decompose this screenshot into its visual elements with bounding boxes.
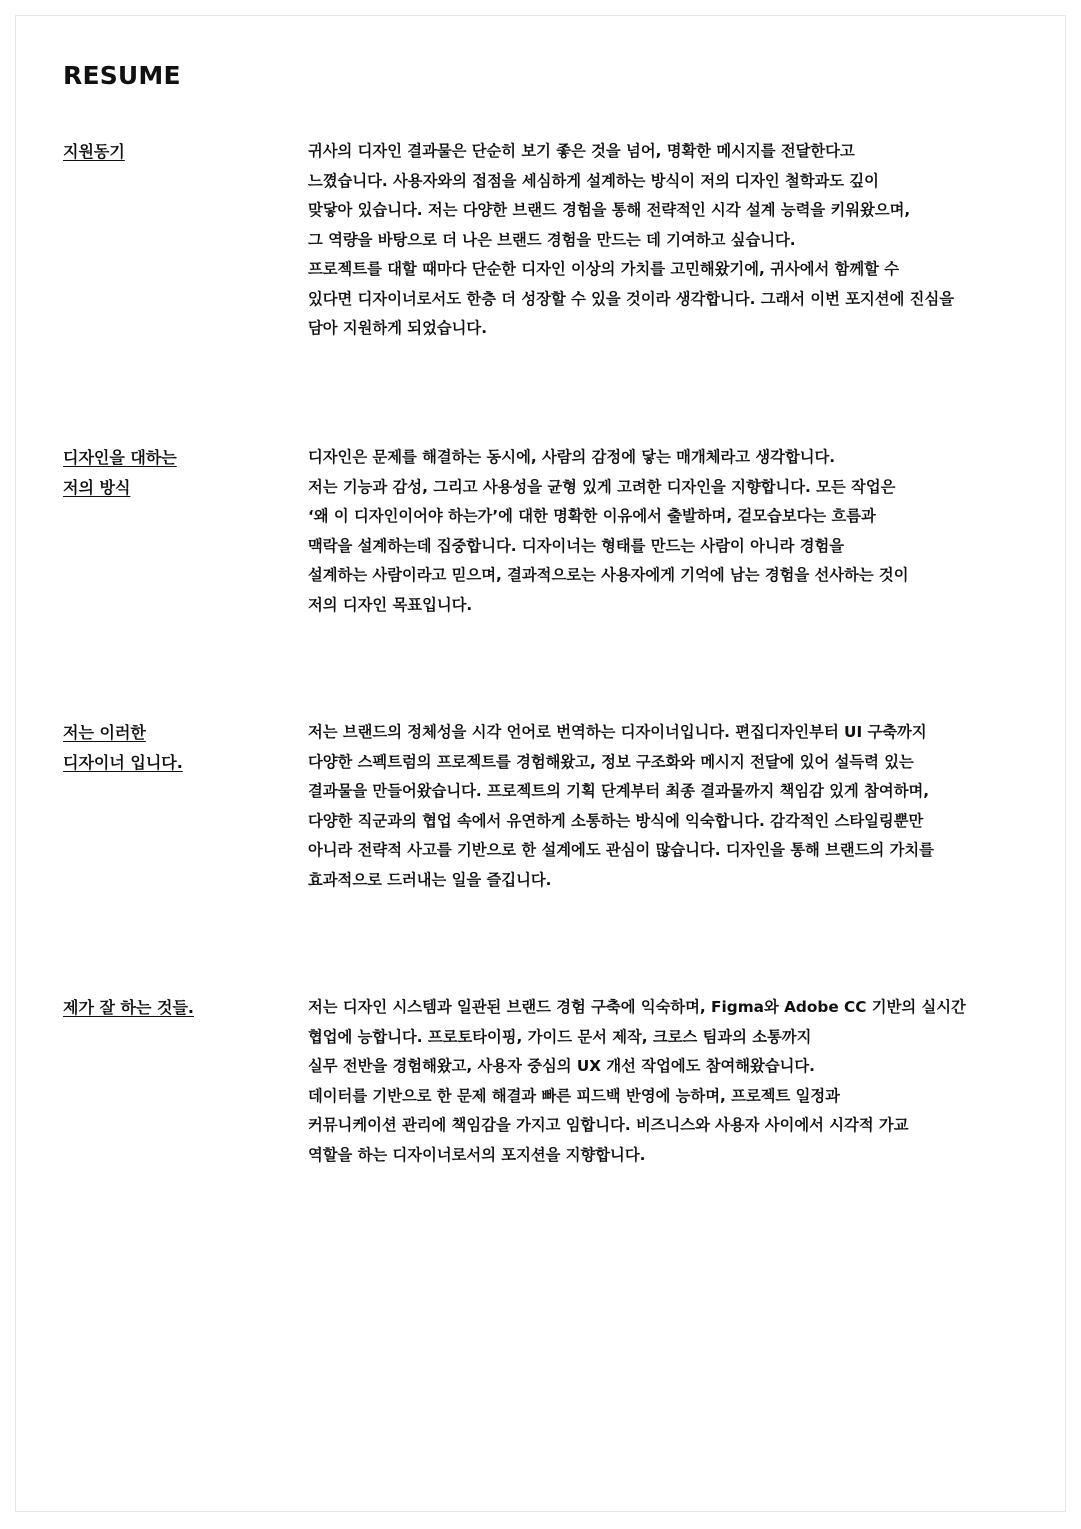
body-line: 저의 디자인 목표입니다. xyxy=(308,595,473,614)
section-label xyxy=(63,718,293,777)
body-line: 그 역량을 바탕으로 더 나은 브랜드 경험을 만드는 데 기여하고 싶습니다. xyxy=(308,230,796,249)
section-label-line: 저의 방식 xyxy=(63,477,131,497)
body-line: 저는 기능과 감성, 그리고 사용성을 균형 있게 고려한 디자인을 지향합니다. 모든 작업은 xyxy=(308,477,896,496)
body-line: 다양한 스펙트럼의 프로젝트를 경험해왔고, 정보 구조화와 메시지 전달에 있어 설득력 있는 xyxy=(308,752,914,771)
body-line: 저는 디자인 시스템과 일관된 브랜드 경험 구축에 익숙하며, Figma와 Adobe CC 기반의 실시간 xyxy=(308,998,966,1016)
section-label-line: 디자인을 대하는 xyxy=(63,448,177,467)
body-line: 협업에 능합니다. 프로토타이핑, 가이드 문서 제작, 크로스 팀과의 소통까지 xyxy=(308,1027,812,1046)
section-label xyxy=(63,137,293,167)
body-line: 맞닿아 있습니다. 저는 다양한 브랜드 경험을 통해 전략적인 시각 설계 능력을 키워왔으며, xyxy=(308,201,911,219)
section-body xyxy=(308,137,1023,344)
section-label-line: 디자이너 입니다. xyxy=(63,752,183,772)
section-body xyxy=(308,718,1023,895)
body-line: 설계하는 사람이라고 믿으며, 결과적으로는 사용자에게 기억에 남는 경험을 선사하는 것이 xyxy=(308,566,909,584)
document-title: RESUME xyxy=(63,61,181,90)
section-body xyxy=(308,993,1023,1170)
section-body xyxy=(308,443,1023,620)
body-line: 디자인은 문제를 해결하는 동시에, 사람의 감정에 닿는 매개체라고 생각합니다. xyxy=(308,448,836,466)
section-label-line: 제가 잘 하는 것들. xyxy=(63,998,194,1017)
body-line: 담아 지원하게 되었습니다. xyxy=(308,319,488,337)
body-line: 커뮤니케이션 관리에 책임감을 가지고 임합니다. 비즈니스와 사용자 사이에서 시각적 가교 xyxy=(308,1116,909,1134)
body-line: 느꼈습니다. 사용자와의 접점을 세심하게 설계하는 방식이 저의 디자인 철학과도 깊이 xyxy=(308,171,879,190)
body-line: 데이터를 기반으로 한 문제 해결과 빠른 피드백 반영에 능하며, 프로젝트 일정과 xyxy=(308,1086,840,1105)
body-line: 다양한 직군과의 협업 속에서 유연하게 소통하는 방식에 익숙합니다. 감각적인 스타일링뿐만 xyxy=(308,811,924,830)
body-line: 아니라 전략적 사고를 기반으로 한 설계에도 관심이 많습니다. 디자인을 통해 브랜드의 가치를 xyxy=(308,841,934,859)
section-label xyxy=(63,443,293,502)
body-line: 실무 전반을 경험해왔고, 사용자 중심의 UX 개선 작업에도 참여해왔습니다. xyxy=(308,1057,815,1075)
body-line: ‘왜 이 디자인이어야 하는가’에 대한 명확한 이유에서 출발하며, 겉모습보다는 흐름과 xyxy=(308,507,876,525)
body-line: 귀사의 디자인 결과물은 단순히 보기 좋은 것을 넘어, 명확한 메시지를 전달한다고 xyxy=(308,142,855,160)
body-line: 결과물을 만들어왔습니다. 프로젝트의 기획 단계부터 최종 결과물까지 책임감 있게 참여하며, xyxy=(308,782,930,800)
section-label-line: 지원동기 xyxy=(63,142,125,161)
body-line: 역할을 하는 디자이너로서의 포지션을 지향합니다. xyxy=(308,1145,646,1164)
body-line: 맥락을 설계하는데 집중합니다. 디자이너는 형태를 만드는 사람이 아니라 경험을 xyxy=(308,536,845,555)
section-label-line: 저는 이러한 xyxy=(63,723,146,742)
body-line: 있다면 디자이너로서도 한층 더 성장할 수 있을 것이라 생각합니다. 그래서 이번 포지션에 진심을 xyxy=(308,289,955,308)
section-label xyxy=(63,993,293,1023)
body-line: 저는 브랜드의 정체성을 시각 언어로 번역하는 디자이너입니다. 편집디자인부터 UI 구축까지 xyxy=(308,723,927,741)
body-line: 프로젝트를 대할 때마다 단순한 디자인 이상의 가치를 고민해왔기에, 귀사에서 함께할 수 xyxy=(308,260,900,278)
body-line: 효과적으로 드러내는 일을 즐깁니다. xyxy=(308,870,552,889)
